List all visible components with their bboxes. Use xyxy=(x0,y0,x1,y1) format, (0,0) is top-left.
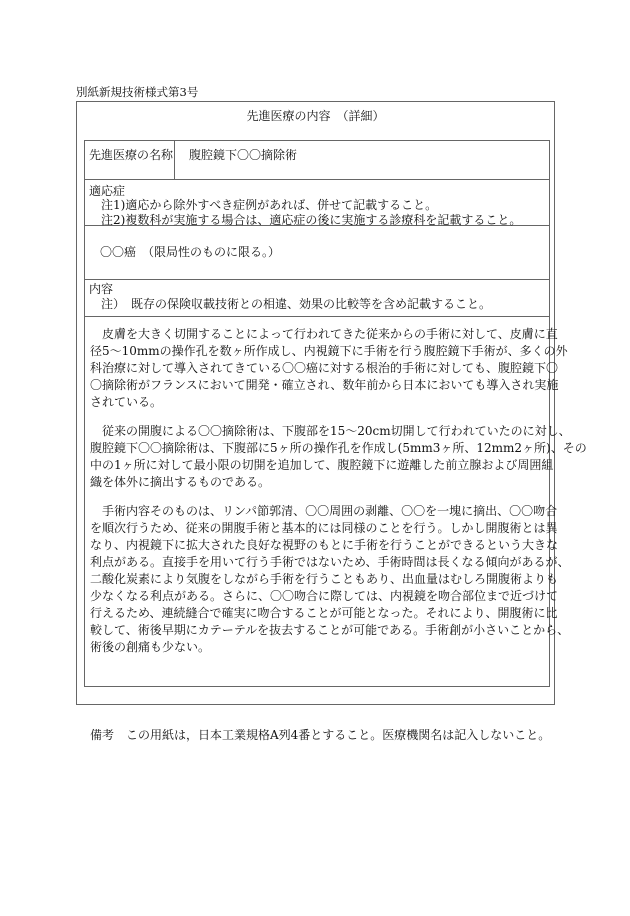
paragraph-line: 手術内容そのものは、リンパ節郭清、〇〇周囲の剥離、〇〇を一塊に摘出、〇〇吻合 xyxy=(90,504,558,518)
content-note: 注） 既存の保険収載技術との相違、効果の比較等を含め記載すること。 xyxy=(101,297,492,311)
form-title: 先進医療の内容 （詳細） xyxy=(246,109,385,123)
indication-value: 〇〇癌 （限局性のものに限る。） xyxy=(100,245,281,259)
indication-header-row xyxy=(85,180,549,226)
name-value: 腹腔鏡下〇〇摘除術 xyxy=(189,148,298,162)
paragraph-line: 〇摘除術がフランスにおいて開発・確立され、数年前から日本においても導入され実施 xyxy=(90,378,559,392)
details-table xyxy=(84,140,587,687)
paragraph-line: されている。 xyxy=(90,395,163,409)
indication-note: 注2)複数科が実施する場合は、適応症の後に実施する診療科を記載すること。 xyxy=(101,213,522,227)
paragraph-line: 中の1ヶ所に対して最小限の切開を追加して、腹腔鏡下に遊離した前立腺および周囲組 xyxy=(90,458,554,472)
paragraph-line: 腹腔鏡下〇〇摘除術は、下腹部に5ヶ所の操作孔を作成し(5mm3ヶ所、12mm2ヶ所)、その xyxy=(90,441,587,455)
content-body xyxy=(90,326,587,656)
paragraph-line: 較して、術後早期にカテーテルを抜去することが可能である。手術創が小さいことから、 xyxy=(90,623,570,637)
paragraph-line: 二酸化炭素により気腹をしながら手術を行うこともあり、出血量はむしろ開腹術よりも xyxy=(90,572,559,586)
paragraph-line: を順次行うため、従来の開腹手術と基本的には同様のことを行う。しかし開腹術とは異 xyxy=(90,521,558,535)
paragraph-line: 織を体外に摘出するものである。 xyxy=(90,475,271,489)
name-label: 先進医療の名称 xyxy=(85,141,175,179)
content-paragraph xyxy=(90,423,587,491)
paragraph-line: 皮膚を大きく切開することによって行われてきた従来からの手術に対して、皮膚に直 xyxy=(90,327,558,341)
paragraph-line: 術後の創痛も少ない。 xyxy=(90,640,211,654)
remark: 備考 この用紙は，日本工業規格A列4番とすること。医療機関名は記入しないこと。 xyxy=(90,728,551,742)
paragraph-line: 行えるため、連続縫合で確実に吻合することが可能となった。それにより、開腹術に比 xyxy=(90,606,558,620)
form-frame xyxy=(76,101,587,705)
paragraph-line: 従来の開腹による〇〇摘除術は、下腹部を15～20cm切開して行われていたのに対し、 xyxy=(90,424,571,438)
indication-value-row xyxy=(85,226,549,280)
indication-note: 注1)適応から除外すべき症例があれば、併せて記載すること。 xyxy=(101,198,438,212)
content-paragraph xyxy=(90,326,568,411)
content-paragraph xyxy=(90,503,570,656)
content-header-row xyxy=(85,280,549,317)
paragraph-line: 少なくなる利点がある。さらに、〇〇吻合に際しては、内視鏡を吻合部位まで近づけて xyxy=(90,589,559,603)
indication-heading: 適応症 xyxy=(89,184,126,198)
form-number: 別紙新規技術様式第3号 xyxy=(76,85,199,99)
paragraph-line: 径5～10mmの操作孔を数ヶ所作成し、内視鏡下に手術を行う腹腔鏡下手術が、多くの外 xyxy=(90,344,568,358)
paragraph-line: 利点がある。直接手を用いて行う手術ではないため、手術時間は長くなる傾向があるが、 xyxy=(90,555,570,569)
paragraph-line: 科治療に対して導入されてきている〇〇癌に対する根治的手術に対しても、腹腔鏡下〇 xyxy=(90,361,559,375)
paragraph-line: なり、内視鏡下に拡大された良好な視野のもとに手術を行うことができるという大きな xyxy=(90,538,559,552)
name-row xyxy=(85,141,549,180)
content-heading: 内容 xyxy=(89,282,114,296)
